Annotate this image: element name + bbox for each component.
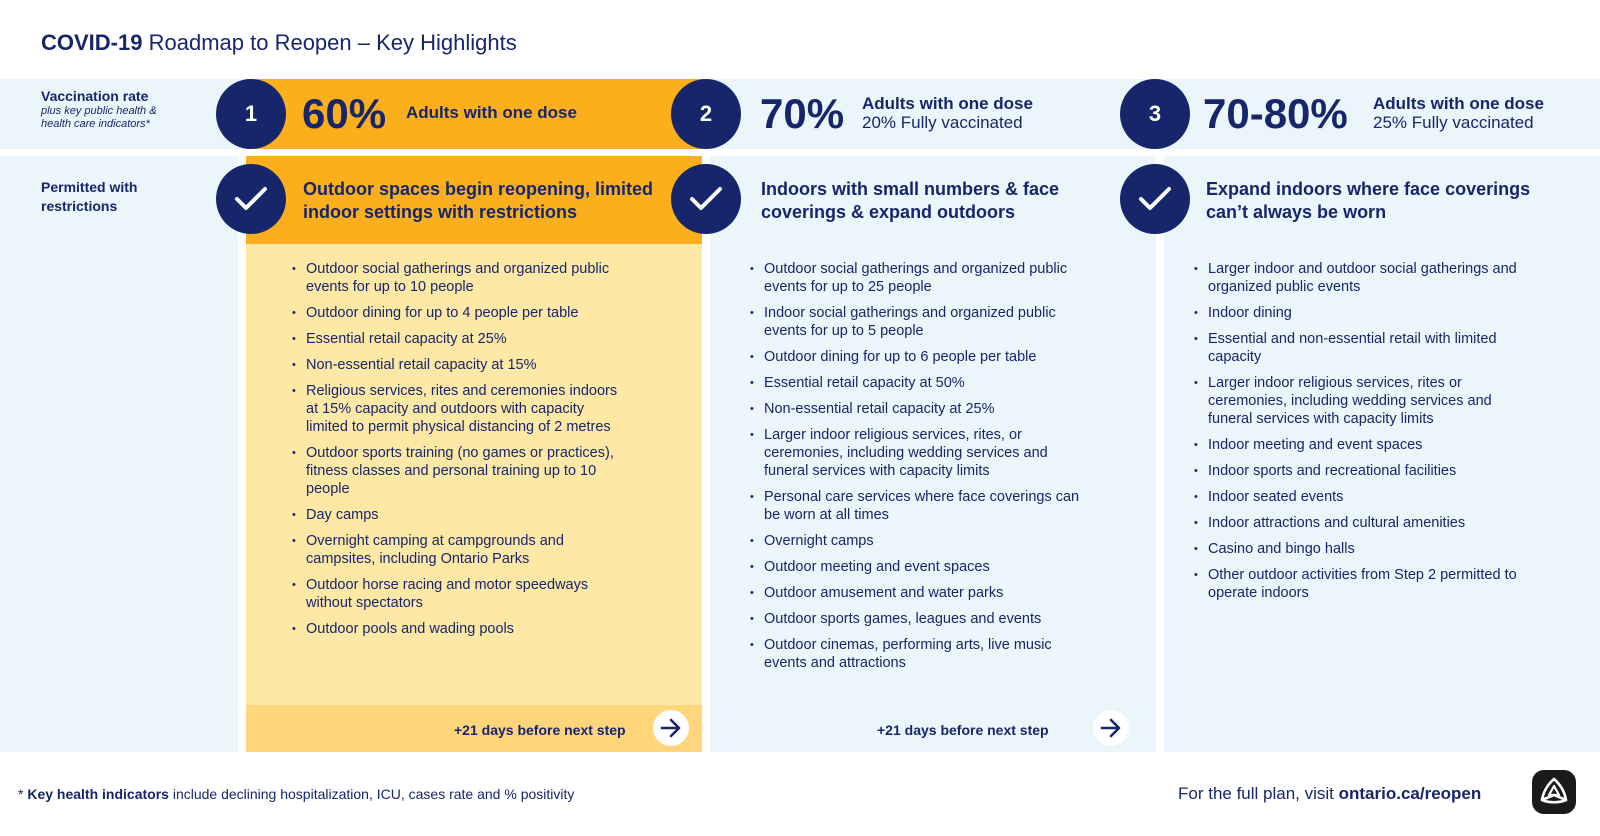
list-item: • Personal care services where face coverings can be worn at all times: [754, 488, 1084, 524]
list-item: • Outdoor sports games, leagues and events: [754, 610, 1084, 628]
arrow-right-icon: [1100, 718, 1122, 738]
list-item: • Outdoor sports training (no games or practices), fitness classes and personal training up to 10 people: [296, 444, 626, 498]
page-title: [41, 30, 517, 56]
vaccination-rate-label: [41, 88, 201, 131]
ontario-trillium-logo: [1532, 770, 1576, 814]
trillium-icon: [1537, 775, 1571, 809]
full-plan-link[interactable]: ontario.ca/reopen: [1338, 784, 1482, 803]
list-item: • Indoor dining: [1198, 304, 1538, 322]
list-item: • Indoor attractions and cultural amenities: [1198, 514, 1538, 532]
step-2-number-badge: 2: [671, 79, 741, 149]
list-item: • Day camps: [296, 506, 626, 524]
arrow-right-icon: [660, 718, 682, 738]
list-item: • Casino and bingo halls: [1198, 540, 1538, 558]
permitted-label: Permitted with restrictions: [41, 179, 138, 214]
step-1-check-badge: [216, 164, 286, 234]
left-column-background: [0, 156, 238, 752]
list-item: • Essential retail capacity at 50%: [754, 374, 1084, 392]
step-3-percent: 70-80%: [1203, 90, 1348, 137]
step-2-next-step: +21 days before next step: [877, 722, 1049, 738]
vaccination-rate-title: Vaccination rate: [41, 88, 149, 104]
step-3-list: [1198, 260, 1538, 610]
footnote: [18, 786, 574, 802]
list-item: • Larger indoor religious services, rites, or ceremonies, including wedding services and funeral services with capacity limits: [754, 426, 1084, 480]
step-1-percent: 60%: [302, 90, 387, 137]
step-3-check-badge: [1120, 164, 1190, 234]
list-item: • Outdoor social gatherings and organized public events for up to 25 people: [754, 260, 1084, 296]
list-item: • Larger indoor religious services, rites or ceremonies, including wedding services and funeral services with capacity limits: [1198, 374, 1538, 428]
checkmark-icon: [689, 186, 723, 212]
list-item: • Essential and non-essential retail with limited capacity: [1198, 330, 1538, 366]
list-item: • Outdoor cinemas, performing arts, live music events and attractions: [754, 636, 1084, 672]
step-3-number-badge: 3: [1120, 79, 1190, 149]
list-item: • Essential retail capacity at 25%: [296, 330, 626, 348]
list-item: • Other outdoor activities from Step 2 permitted to operate indoors: [1198, 566, 1538, 602]
step-1-next-button[interactable]: [653, 710, 689, 746]
title-rest: Roadmap to Reopen – Key Highlights: [148, 30, 517, 55]
full-plan-line: [1178, 784, 1481, 804]
step-3-desc-line1: Adults with one dose: [1373, 94, 1544, 113]
list-item: • Overnight camping at campgrounds and campsites, including Ontario Parks: [296, 532, 626, 568]
step-1-heading: Outdoor spaces begin reopening, limited indoor settings with restrictions: [303, 179, 654, 222]
list-item: • Outdoor horse racing and motor speedways without spectators: [296, 576, 626, 612]
footnote-star: *: [18, 786, 28, 802]
step-3-heading: Expand indoors where face coverings can’t always be worn: [1206, 179, 1531, 222]
step-2-desc-line2: 20% Fully vaccinated: [862, 113, 1023, 132]
list-item: • Outdoor pools and wading pools: [296, 620, 626, 638]
step-2-description: [862, 94, 1033, 132]
step-2-desc-line1: Adults with one dose: [862, 94, 1033, 113]
step-2-list: [754, 260, 1084, 680]
list-item: • Overnight camps: [754, 532, 1084, 550]
step-2-percent: 70%: [760, 90, 845, 137]
title-bold: COVID-19: [41, 30, 143, 55]
list-item: • Non-essential retail capacity at 15%: [296, 356, 626, 374]
list-item: • Indoor sports and recreational facilities: [1198, 462, 1538, 480]
list-item: • Indoor seated events: [1198, 488, 1538, 506]
step-1-desc-line1: Adults with one dose: [406, 103, 577, 122]
list-item: • Outdoor dining for up to 6 people per table: [754, 348, 1084, 366]
full-plan-text: For the full plan, visit: [1178, 784, 1339, 803]
list-item: • Outdoor amusement and water parks: [754, 584, 1084, 602]
step-1-list: [296, 260, 626, 646]
list-item: • Indoor meeting and event spaces: [1198, 436, 1538, 454]
checkmark-icon: [1138, 186, 1172, 212]
step-1-next-step: +21 days before next step: [454, 722, 626, 738]
step-1-number-badge: 1: [216, 79, 286, 149]
footnote-rest: include declining hospitalization, ICU, cases rate and % positivity: [168, 786, 575, 802]
step-1-description: [406, 103, 577, 122]
list-item: • Outdoor dining for up to 4 people per table: [296, 304, 626, 322]
checkmark-icon: [234, 186, 268, 212]
vaccination-rate-subtitle: plus key public health & health care indicators*: [41, 105, 157, 130]
step-2-check-badge: [671, 164, 741, 234]
step-3-description: [1373, 94, 1544, 132]
list-item: • Larger indoor and outdoor social gatherings and organized public events: [1198, 260, 1538, 296]
step-2-next-button[interactable]: [1093, 710, 1129, 746]
list-item: • Indoor social gatherings and organized public events for up to 5 people: [754, 304, 1084, 340]
step-2-heading: Indoors with small numbers & face coverings & expand outdoors: [761, 179, 1060, 222]
step-3-desc-line2: 25% Fully vaccinated: [1373, 113, 1534, 132]
list-item: • Non-essential retail capacity at 25%: [754, 400, 1084, 418]
footnote-bold: Key health indicators: [27, 786, 169, 802]
list-item: • Outdoor social gatherings and organized public events for up to 10 people: [296, 260, 626, 296]
list-item: • Religious services, rites and ceremonies indoors at 15% capacity and outdoors with capacity limited to permit physical distancing of 2 metres: [296, 382, 626, 436]
list-item: • Outdoor meeting and event spaces: [754, 558, 1084, 576]
